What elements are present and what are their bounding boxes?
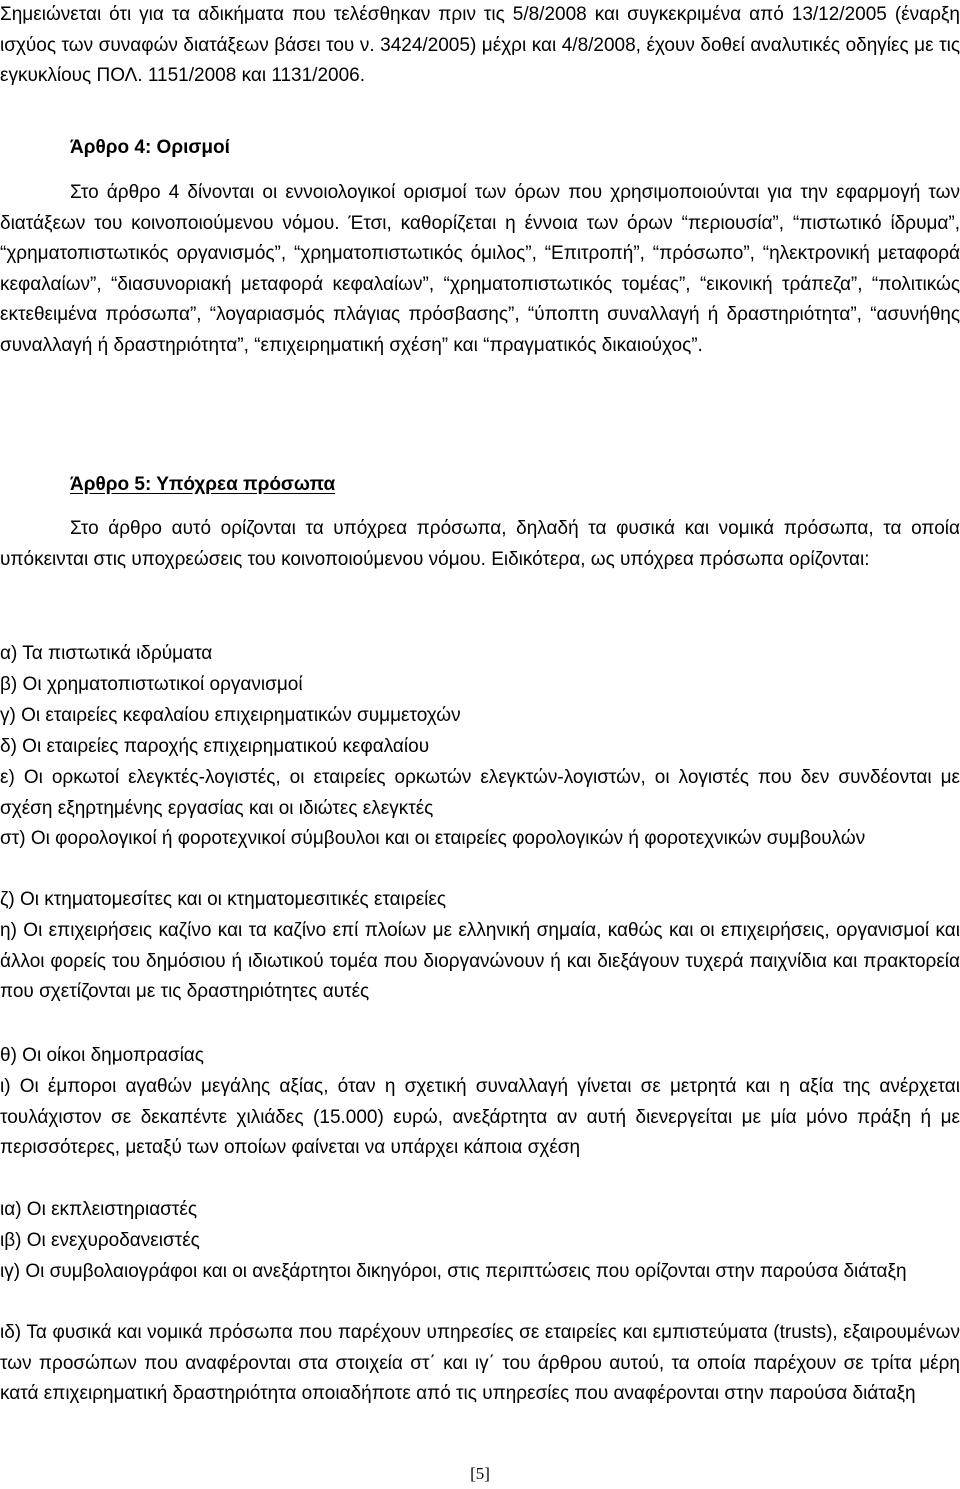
article-5-heading: Άρθρο 5: Υπόχρεα πρόσωπα: [70, 474, 336, 495]
list-item: ιγ) Οι συμβολαιογράφοι και οι ανεξάρτητοι δικηγόροι, στις περιπτώσεις που ορίζονται στην παρούσα διάταξη: [0, 1261, 907, 1282]
list-item: ι) Οι έμποροι αγαθών μεγάλης αξίας, όταν η σχετική συναλλαγή γίνεται σε μετρητά και η αξία της ανέρχεται τουλάχιστον σε δεκαπέντε χιλιάδες (15.000) ευρώ, ανεξάρτητα αν αυτή διενεργείται με μία μόνο πράξη ή με περισσότερες, μεταξύ των οποίων φαίνεται να υπάρχει κάποια σχέση: [0, 1076, 960, 1159]
list-item: γ) Οι εταιρείες κεφαλαίου επιχειρηματικών συμμετοχών: [0, 705, 461, 726]
article-4-body: Στο άρθρο 4 δίνονται οι εννοιολογικοί ορισμοί των όρων που χρησιμοποιούνται για την εφαρμογή των διατάξεων του κοινοποιούμενου νόμου. Έτσι, καθορίζεται η έννοια των όρων “περιουσία”, “πιστωτικό ίδρυμα”, “χρηματοπιστωτικός οργανισμός”, “χρηματοπιστωτικός όμιλος”, “Επιτροπή”, “πρόσωπο”, “ηλεκτρονική μεταφορά κεφαλαίων”, “διασυνοριακή μεταφορά κεφαλαίων”, “χρηματοπιστωτικός τομέας”, “εικονική τράπεζα”, “πολιτικώς εκτεθειμένα πρόσωπα”, “λογαριασμός πλάγιας πρόσβασης”, “ύποπτη συναλλαγή ή δραστηριότητα”, “ασυνήθης συναλλαγή ή δραστηριότητα”, “επιχειρηματική σχέση” και “πραγματικός δικαιούχος”.: [0, 182, 960, 356]
list-item: η) Οι επιχειρήσεις καζίνο και τα καζίνο επί πλοίων με ελληνική σημαία, καθώς και οι επιχειρήσεις, οργανισμοί και άλλοι φορείς του δημόσιου ή ιδιωτικού τομέα που διοργανώνουν ή και διεξάγουν τυχερά παιχνίδια και πρακτορεία που σχετίζονται με τις δραστηριότητες αυτές: [0, 920, 960, 1003]
list-item: ιβ) Οι ενεχυροδανειστές: [0, 1230, 200, 1251]
list-item: β) Οι χρηματοπιστωτικοί οργανισμοί: [0, 674, 303, 695]
list-item: δ) Οι εταιρείες παροχής επιχειρηματικού κεφαλαίου: [0, 736, 430, 757]
intro-paragraph: Σημειώνεται ότι για τα αδικήματα που τελέσθηκαν πριν τις 5/8/2008 και συγκεκριμένα από 13/12/2005 (έναρξη ισχύος των συναφών διατάξεων βάσει του ν. 3424/2005) μέχρι και 4/8/2008, έχουν δοθεί αναλυτικές οδηγίες με τις εγκυκλίους ΠΟΛ. 1151/2008 και 1131/2006.: [0, 4, 960, 87]
article-4-heading: Άρθρο 4: Ορισμοί: [70, 137, 230, 158]
list-item: στ) Οι φορολογικοί ή φοροτεχνικοί σύμβουλοι και οι εταιρείες φορολογικών ή φοροτεχνικών συμβουλών: [0, 828, 866, 849]
list-item: ια) Οι εκπλειστηριαστές: [0, 1199, 198, 1220]
page-number: [5]: [470, 1464, 490, 1483]
list-item: θ) Οι οίκοι δημοπρασίας: [0, 1045, 204, 1066]
article-5-body: Στο άρθρο αυτό ορίζονται τα υπόχρεα πρόσωπα, δηλαδή τα φυσικά και νομικά πρόσωπα, τα οποία υπόκεινται στις υποχρεώσεις του κοινοποιούμενου νόμου. Ειδικότερα, ως υπόχρεα πρόσωπα ορίζονται:: [0, 518, 960, 570]
list-item: ιδ) Τα φυσικά και νομικά πρόσωπα που παρέχουν υπηρεσίες σε εταιρείες και εμπιστεύματα (trusts), εξαιρουμένων των προσώπων που αναφέρονται στα στοιχεία στ΄ και ιγ΄ του άρθρου αυτού, τα οποία παρέχουν σε τρίτα μέρη κατά επιχειρηματική δραστηριότητα οποιαδήποτε από τις υπηρεσίες που αναφέρονται στην παρούσα διάταξη: [0, 1322, 960, 1405]
list-item: ε) Οι ορκωτοί ελεγκτές-λογιστές, οι εταιρείες ορκωτών ελεγκτών-λογιστών, οι λογιστές που δεν συνδέονται με σχέση εξηρτημένης εργασίας και οι ιδιώτες ελεγκτές: [0, 767, 960, 819]
list-item: ζ) Οι κτηματομεσίτες και οι κτηματομεσιτικές εταιρείες: [0, 889, 447, 910]
list-item: α) Τα πιστωτικά ιδρύματα: [0, 643, 213, 664]
